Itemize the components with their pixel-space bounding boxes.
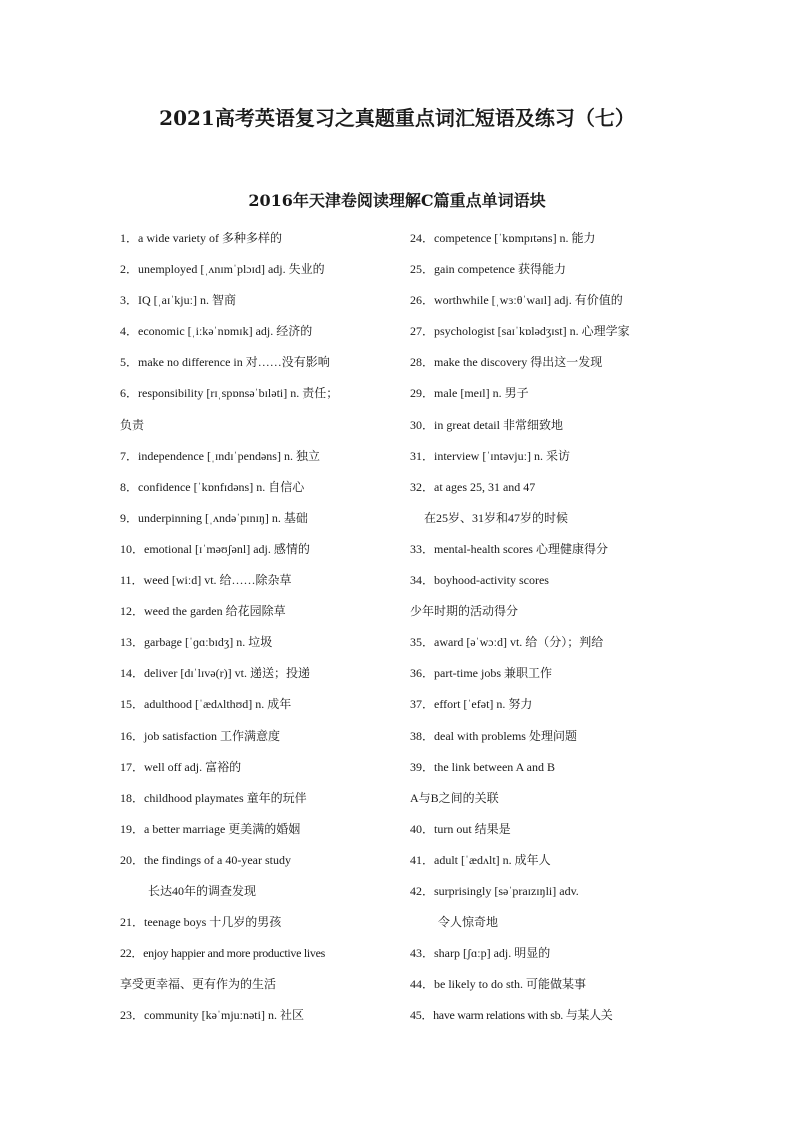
vocab-line: 22．enjoy happier and more productive lives bbox=[120, 946, 326, 961]
vocab-line: 11．weed [wiːd] vt. 给……除杂草 bbox=[120, 573, 292, 588]
vocab-line: 在25岁、31岁和47岁的时候 bbox=[424, 510, 569, 525]
vocab-line: 5．make no difference in 对……没有影响 bbox=[120, 355, 330, 370]
vocab-line: 37．effort [ˈefət] n. 努力 bbox=[410, 697, 533, 712]
vocab-line: 7．independence [ˌɪndɪˈpendəns] n. 独立 bbox=[120, 448, 320, 463]
vocab-line: 33．mental-health scores 心理健康得分 bbox=[410, 541, 608, 556]
vocab-line: 28．make the discovery 得出这一发现 bbox=[410, 355, 603, 370]
vocab-line: 令人惊奇地 bbox=[438, 915, 499, 930]
vocab-line: 31．interview [ˈɪntəvjuː] n. 采访 bbox=[410, 448, 570, 463]
vocab-line: 20．the findings of a 40-year study bbox=[120, 852, 291, 867]
vocab-line: 15．adulthood [ˈædʌlthʊd] n. 成年 bbox=[120, 697, 292, 712]
vocab-column-right bbox=[410, 224, 690, 1032]
vocab-line: 享受更幸福、更有作为的生活 bbox=[120, 977, 277, 992]
vocab-line: 21．teenage boys 十几岁的男孩 bbox=[120, 915, 282, 930]
vocab-line: 18．childhood playmates 童年的玩伴 bbox=[120, 790, 307, 805]
vocab-line: 25．gain competence 获得能力 bbox=[410, 262, 566, 277]
vocab-line: 26．worthwhile [ˌwɜːθˈwaɪl] adj. 有价值的 bbox=[410, 293, 623, 308]
vocab-line: 长达40年的调查发现 bbox=[148, 883, 257, 898]
vocab-line: 35．award [əˈwɔːd] vt. 给（分）；判给 bbox=[410, 635, 604, 650]
vocab-line: 24．competence [ˈkɒmpɪtəns] n. 能力 bbox=[410, 231, 596, 245]
vocab-line: 43．sharp [ʃɑːp] adj. 明显的 bbox=[410, 946, 551, 961]
vocab-line: 12．weed the garden 给花园除草 bbox=[120, 604, 286, 619]
vocab-line: 14．deliver [dɪˈlɪvə(r)] vt. 递送；投递 bbox=[120, 666, 310, 681]
vocab-line: 13．garbage [ˈɡɑːbɪdʒ] n. 垃圾 bbox=[120, 635, 273, 650]
vocab-line: 41．adult [ˈædʌlt] n. 成年人 bbox=[410, 852, 551, 867]
vocab-line: 10．emotional [ɪˈməʊʃənl] adj. 感情的 bbox=[120, 541, 310, 556]
vocab-line: 27．psychologist [saɪˈkɒlədʒɪst] n. 心理学家 bbox=[410, 324, 630, 339]
vocab-line: 23．community [kəˈmjuːnəti] n. 社区 bbox=[120, 1008, 304, 1023]
vocab-line: 8．confidence [ˈkɒnfɪdəns] n. 自信心 bbox=[120, 479, 305, 494]
vocab-line: A与B之间的关联 bbox=[410, 790, 499, 805]
vocab-line: 少年时期的活动得分 bbox=[410, 604, 519, 619]
document-title: 2021高考英语复习之真题重点词汇短语及练习（七） bbox=[159, 106, 635, 130]
vocab-line: 负责 bbox=[120, 417, 145, 432]
section-subtitle: 2016年天津卷阅读理解C篇重点单词语块 bbox=[248, 191, 546, 210]
vocab-line: 40．turn out 结果是 bbox=[410, 821, 511, 836]
vocab-line: 30．in great detail 非常细致地 bbox=[410, 417, 563, 432]
vocab-line: 6．responsibility [rɪˌspɒnsəˈbɪləti] n. 责任； bbox=[120, 386, 339, 401]
vocab-line: 39．the link between A and B bbox=[410, 759, 555, 774]
vocab-line: 44．be likely to do sth. 可能做某事 bbox=[410, 977, 586, 992]
vocab-line: 2．unemployed [ˌʌnɪmˈplɔɪd] adj. 失业的 bbox=[120, 262, 325, 277]
vocab-line: 9．underpinning [ˌʌndəˈpɪnɪŋ] n. 基础 bbox=[120, 510, 308, 525]
vocab-line: 45．have warm relations with sb. 与某人关 bbox=[410, 1008, 613, 1023]
vocab-line: 36．part-time jobs 兼职工作 bbox=[410, 666, 552, 681]
vocab-line: 32．at ages 25, 31 and 47 bbox=[410, 479, 536, 494]
vocab-line: 29．male [meɪl] n. 男子 bbox=[410, 386, 529, 401]
vocab-line: 3．IQ [ˌaɪˈkjuː] n. 智商 bbox=[120, 293, 236, 308]
vocab-line: 16．job satisfaction 工作满意度 bbox=[120, 728, 280, 743]
vocab-line: 42．surprisingly [səˈpraɪzɪŋli] adv. bbox=[410, 883, 579, 898]
vocab-column-left bbox=[120, 224, 400, 1032]
vocab-line: 4．economic [ˌiːkəˈnɒmɪk] adj. 经济的 bbox=[120, 324, 313, 339]
vocab-line: 19．a better marriage 更美满的婚姻 bbox=[120, 821, 301, 836]
vocab-line: 34．boyhood-activity scores bbox=[410, 573, 549, 588]
vocab-line: 17．well off adj. 富裕的 bbox=[120, 759, 242, 774]
vocab-line: 1．a wide variety of 多种多样的 bbox=[120, 231, 282, 245]
vocab-line: 38．deal with problems 处理问题 bbox=[410, 728, 577, 743]
